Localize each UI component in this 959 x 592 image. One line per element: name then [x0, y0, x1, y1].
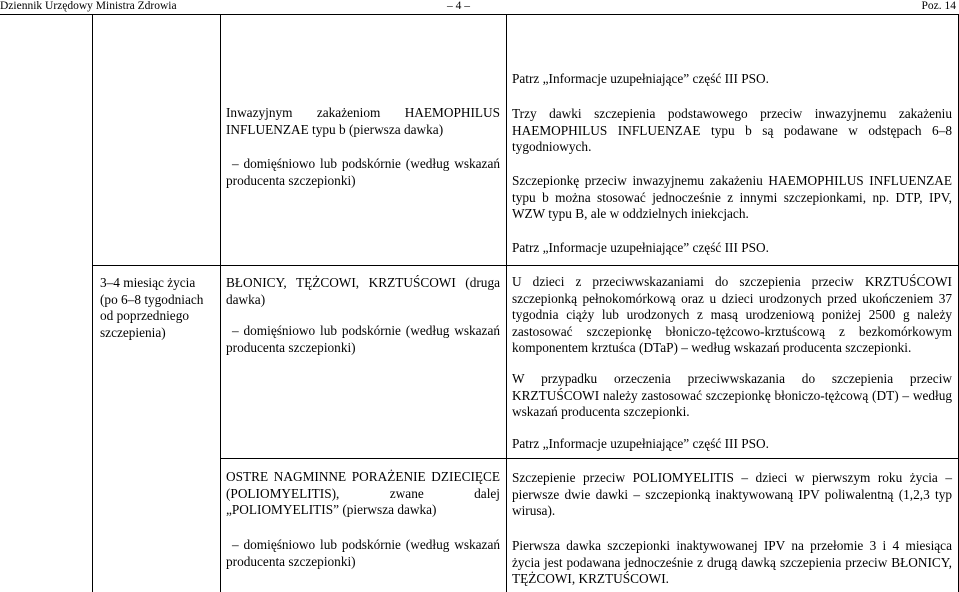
note-dtp-see-also: Patrz „Informacje uzupełniające” część III PSO. — [512, 436, 769, 451]
note-hib-see-also: Patrz „Informacje uzupełniające” część III PSO. — [512, 240, 769, 255]
page-header — [0, 0, 959, 13]
row-separator-2 — [220, 458, 959, 459]
age-line: od poprzedniego — [100, 308, 189, 324]
vaccine-hib-first-dose: Inwazyjnym zakażeniom HAEMOPHILUS INFLUENZAE typu b (pierwsza dawka) — [226, 105, 500, 137]
header-rule — [0, 14, 959, 15]
age-3-4-months — [100, 275, 216, 341]
note-dtap-alternative: U dzieci z przeciwwskazaniami do szczepienia przeciw KRZTUŚCOWI szczepionką pełnokomórkową oraz u dzieci urodzonych przed ukończeniem 37 tygodnia ciąży lub urodzonych z masą urodzeniową poniżej 2500 g należy zastosować szczepionkę błoniczo-tężcowo-krztuścową z bezkomórkowym komponentem krztuśca (DTaP) – według wskazań producenta szczepionki. — [512, 274, 952, 356]
note-polio-schedule: Szczepienie przeciw POLIOMYELITIS – dzieci w pierwszym roku życia – pierwsze dwie dawki – szczepionką inaktywowaną IPV poliwalentną (1,2,3 typ wirusa). — [512, 470, 952, 519]
table-divider-1 — [220, 14, 221, 592]
note-hib-coadministration: Szczepionkę przeciw inwazyjnemu zakażeniu HAEMOPHILUS INFLUENZAE typu b można stosować jednocześnie z innymi szczepionkami, np. DTP, IPV, WZW typu B, ale w oddzielnych iniekcjach. — [512, 173, 952, 222]
vaccine-dtp-second-dose: BŁONICY, TĘŻCOWI, KRZTUŚCOWI (druga dawka) — [226, 275, 500, 307]
vaccine-polio-first-dose: OSTRE NAGMINNE PORAŻENIE DZIECIĘCE (POLIOMYELITIS), zwane dalej „POLIOMYELITIS” (pierwsza dawka) — [226, 469, 500, 518]
vaccine-dtp-route: – domięśniowo lub podskórnie (według wskazań producenta szczepionki) — [226, 323, 500, 355]
vaccine-polio-route: – domięśniowo lub podskórnie (według wskazań producenta szczepionki) — [226, 537, 500, 569]
note-polio-coadministration: Pierwsza dawka szczepionki inaktywowanej IPV na przełomie 3 i 4 miesiąca życia jest podawana jednocześnie z drugą dawką szczepienia przeciw BŁONICY, TĘŻCOWI, KRZTUŚCOWI. — [512, 538, 952, 587]
age-line: szczepienia) — [100, 324, 166, 340]
vaccine-hib-route: – domięśniowo lub podskórnie (według wskazań producenta szczepionki) — [226, 156, 500, 188]
see-also-note: Patrz „Informacje uzupełniające” część III PSO. — [512, 71, 769, 86]
page-number: – 4 – — [447, 0, 470, 12]
journal-title: Dziennik Urzędowy Ministra Zdrowia — [0, 0, 177, 12]
note-dt-alternative: W przypadku orzeczenia przeciwwskazania do szczepienia przeciw KRZTUŚCOWI należy zastosować szczepionkę błoniczo-tężcową (DT) – według wskazań producenta szczepionki. — [512, 371, 952, 420]
age-line: (po 6–8 tygodniach — [100, 291, 204, 307]
position-number: Poz. 14 — [921, 0, 956, 12]
age-line: 3–4 miesiąc życia — [100, 275, 196, 290]
table-border-left — [92, 14, 93, 592]
note-hib-schedule: Trzy dawki szczepienia podstawowego przeciw inwazyjnemu zakażeniu HAEMOPHILUS INFLUENZAE typu b są podawane w odstępach 6–8 tygodniowych. — [512, 106, 952, 155]
row-separator-1 — [92, 265, 959, 266]
table-divider-2 — [506, 14, 507, 592]
